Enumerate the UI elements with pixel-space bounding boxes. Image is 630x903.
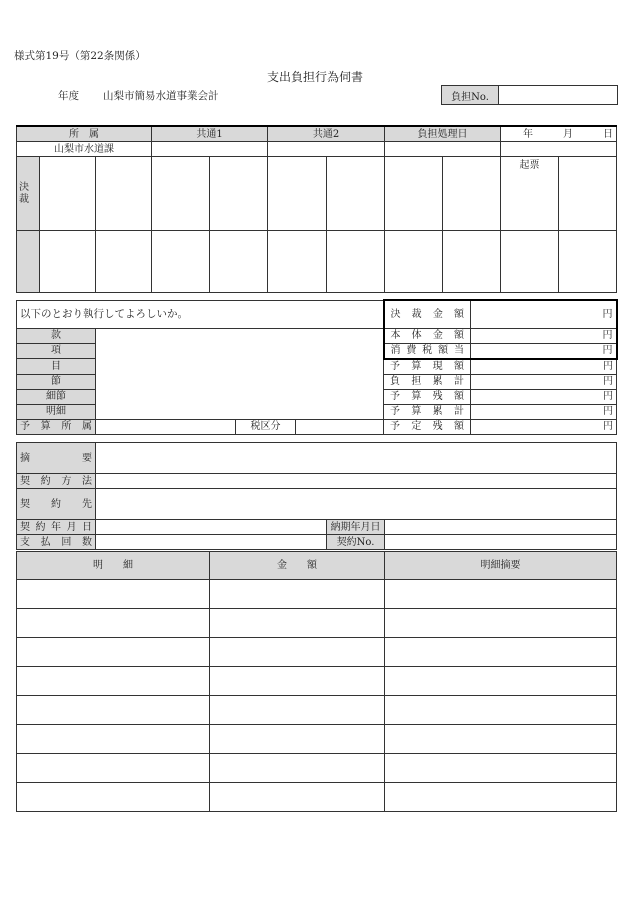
stamp-cell[interactable] (210, 231, 268, 293)
futan-no-box (441, 85, 618, 105)
stamp-cell[interactable] (443, 231, 501, 293)
stamp-cell[interactable] (268, 231, 327, 293)
amount-yotei-zangaku[interactable]: 円 (471, 419, 617, 434)
stamp-cell[interactable] (501, 231, 559, 293)
line-item-amount[interactable] (210, 725, 385, 754)
amount-label: 予算累計 (384, 404, 471, 419)
line-item-name[interactable] (17, 667, 210, 696)
amount-yosan-ruikei[interactable]: 円 (471, 404, 617, 419)
keiyaku-no-field[interactable] (385, 535, 617, 550)
stamp-cell[interactable] (327, 231, 385, 293)
line-item-note[interactable] (385, 580, 617, 609)
kessai-label-lower (17, 231, 40, 293)
budget-table (16, 299, 618, 435)
kyotsu2-header: 共通2 (268, 126, 385, 142)
line-item-amount[interactable] (210, 638, 385, 667)
line-item-note[interactable] (385, 754, 617, 783)
line-item-note[interactable] (385, 667, 617, 696)
amount-label: 予定残額 (384, 419, 471, 434)
amount-genkaku[interactable]: 円 (471, 359, 617, 375)
kihyo-label: 起票 (501, 157, 559, 231)
stamp-cell[interactable] (443, 157, 501, 231)
kyotsu1-header: 共通1 (152, 126, 268, 142)
stamp-cell[interactable] (152, 231, 210, 293)
tekiyo-label: 摘要 (17, 443, 96, 474)
line-item-amount[interactable] (210, 667, 385, 696)
day-label: 日 (603, 128, 614, 140)
amount-label: 決裁金額 (384, 300, 471, 328)
line-item-name[interactable] (17, 638, 210, 667)
amount-hontai[interactable]: 円 (471, 328, 617, 343)
stamp-cell[interactable] (385, 231, 443, 293)
amount-label: 負担累計 (384, 374, 471, 389)
kessai-label: 決裁 (17, 157, 40, 231)
line-items-table (16, 551, 617, 812)
form-id: 様式第19号（第22条関係） (14, 50, 146, 62)
stamp-cell[interactable] (327, 157, 385, 231)
stamp-cell[interactable] (210, 157, 268, 231)
department-name: 山梨市水道課 (17, 142, 152, 157)
amount-label: 予算現額 (384, 359, 471, 375)
line-item-name[interactable] (17, 783, 210, 812)
line-item-amount[interactable] (210, 609, 385, 638)
kyotsu2-field[interactable] (268, 142, 385, 157)
line-item-note[interactable] (385, 783, 617, 812)
kan-label: 款 (17, 328, 96, 343)
yosan-shozoku-label: 予算所属 (17, 419, 96, 434)
nouki-date-label: 納期年月日 (327, 520, 385, 535)
kyotsu1-field[interactable] (152, 142, 268, 157)
inquiry-text: 以下のとおり執行してよろしいか。 (17, 300, 384, 328)
approval-table (16, 125, 617, 293)
line-item-amount[interactable] (210, 783, 385, 812)
stamp-cell[interactable] (559, 231, 617, 293)
keiyaku-date-label: 契約年月日 (17, 520, 96, 535)
col-meisai-header: 明 細 (17, 552, 210, 580)
setsu-label: 節 (17, 374, 96, 389)
amount-label: 予算残額 (384, 389, 471, 404)
details-table (16, 442, 617, 550)
col-tekiyo-header: 明細摘要 (385, 552, 617, 580)
line-item-amount[interactable] (210, 580, 385, 609)
budget-code-field[interactable] (96, 328, 384, 419)
date-field[interactable] (501, 126, 617, 142)
keiyaku-no-label: 契約No. (327, 535, 385, 550)
stamp-cell[interactable] (268, 157, 327, 231)
keiyaku-saki-field[interactable] (96, 489, 617, 520)
line-item-note[interactable] (385, 696, 617, 725)
zei-kubun-label: 税区分 (236, 419, 296, 434)
amount-futan-ruikei[interactable]: 円 (471, 374, 617, 389)
account-name: 山梨市簡易水道事業会計 (103, 90, 219, 102)
stamp-cell[interactable] (40, 157, 96, 231)
shiharai-kaisu-field[interactable] (96, 535, 327, 550)
stamp-cell[interactable] (96, 231, 152, 293)
shiharai-kaisu-label: 支払回数 (17, 535, 96, 550)
document-title: 支出負担行為伺書 (266, 70, 363, 84)
line-item-name[interactable] (17, 609, 210, 638)
yosan-shozoku-field[interactable] (96, 419, 236, 434)
amount-label: 消費税額当 (384, 343, 471, 359)
line-item-name[interactable] (17, 580, 210, 609)
amount-zangaku[interactable]: 円 (471, 389, 617, 404)
kou-label: 項 (17, 343, 96, 359)
line-item-name[interactable] (17, 725, 210, 754)
amount-kessai[interactable]: 円 (471, 300, 617, 328)
blank-field[interactable] (501, 142, 617, 157)
stamp-cell[interactable] (40, 231, 96, 293)
keiyaku-hoho-field[interactable] (96, 474, 617, 489)
keiyaku-date-field[interactable] (96, 520, 327, 535)
line-item-note[interactable] (385, 638, 617, 667)
stamp-cell[interactable] (385, 157, 443, 231)
keiyaku-hoho-label: 契約方法 (17, 474, 96, 489)
zei-kubun-field[interactable] (296, 419, 384, 434)
meisai-label: 明細 (17, 404, 96, 419)
saisetsu-label: 細節 (17, 389, 96, 404)
stamp-cell[interactable] (559, 157, 617, 231)
moku-label: 目 (17, 359, 96, 375)
line-item-name[interactable] (17, 754, 210, 783)
amount-tax[interactable]: 円 (471, 343, 617, 359)
futan-no-field[interactable] (499, 86, 617, 104)
line-item-name[interactable] (17, 696, 210, 725)
line-item-note[interactable] (385, 609, 617, 638)
keiyaku-saki-label: 契約先 (17, 489, 96, 520)
fiscal-year-label: 年度 (58, 90, 79, 102)
month-label: 月 (563, 128, 574, 140)
tekiyo-field[interactable] (96, 443, 617, 474)
col-kingaku-header: 金 額 (210, 552, 385, 580)
line-item-amount[interactable] (210, 754, 385, 783)
futan-no-label: 負担No. (442, 86, 499, 104)
stamp-cell[interactable] (96, 157, 152, 231)
nouki-date-field[interactable] (385, 520, 617, 535)
amount-label: 本体金額 (384, 328, 471, 343)
shozoku-header: 所 属 (17, 126, 152, 142)
stamp-cell[interactable] (152, 157, 210, 231)
year-label: 年 (523, 128, 534, 140)
processing-date-field[interactable] (385, 142, 501, 157)
line-item-amount[interactable] (210, 696, 385, 725)
line-item-note[interactable] (385, 725, 617, 754)
date-header: 負担処理日 (385, 126, 501, 142)
